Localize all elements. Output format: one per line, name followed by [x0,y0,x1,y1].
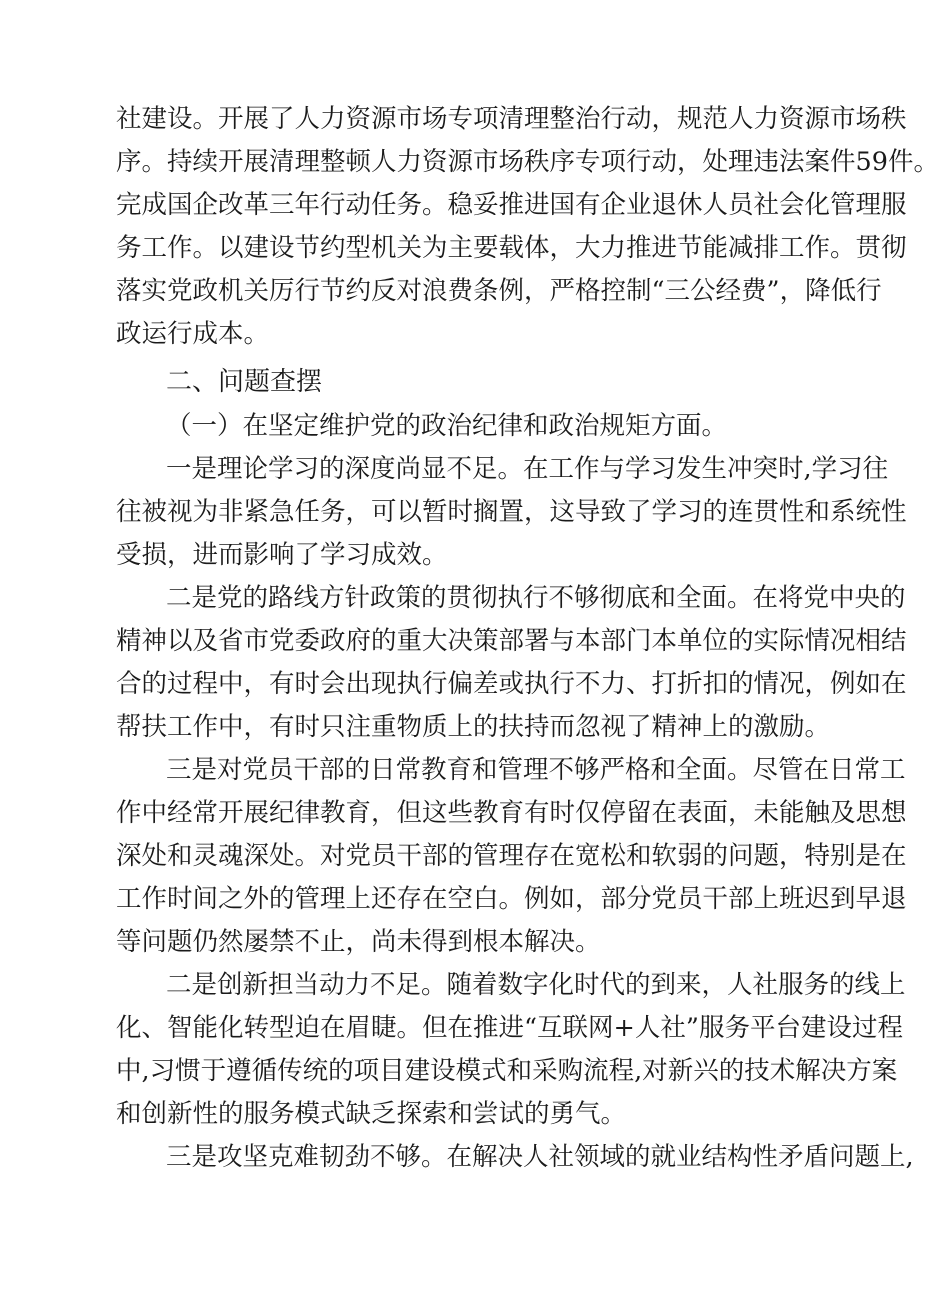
paragraph-line: 受损，进而影响了学习成效。 [116,540,448,570]
text-line: 序。持续开展清理整顿人力资源市场秩序专项行动，处理违法案件59件。 [116,147,939,177]
paragraph-line: 三是对党员干部的日常教育和管理不够严格和全面。尽管在日常工 [166,755,906,785]
paragraph-line: 二是党的路线方针政策的贯彻执行不够彻底和全面。在将党中央的 [166,583,906,613]
paragraph-line: 一是理论学习的深度尚显不足。在工作与学习发生冲突时,学习往 [166,454,889,484]
paragraph-line: 合的过程中，有时会出现执行偏差或执行不力、打折扣的情况，例如在 [116,669,907,699]
paragraph-line: 三是攻坚克难韧劲不够。在解决人社领域的就业结构性矛盾问题上, [166,1142,914,1172]
paragraph-line: 作中经常开展纪律教育，但这些教育有时仅停留在表面，未能触及思想 [116,798,907,828]
paragraph-line: 中,习惯于遵循传统的项目建设模式和采购流程,对新兴的技术解决方案 [116,1056,898,1086]
paragraph-line: 二是创新担当动力不足。随着数字化时代的到来，人社服务的线上 [166,970,906,1000]
paragraph-line: 工作时间之外的管理上还存在空白。例如，部分党员干部上班迟到早退 [116,884,907,914]
text-line: 完成国企改革三年行动任务。稳妥推进国有企业退休人员社会化管理服 [116,190,907,220]
text-line: 社建设。开展了人力资源市场专项清理整治行动，规范人力资源市场秩 [116,104,907,134]
paragraph-line: 深处和灵魂深处。对党员干部的管理存在宽松和软弱的问题，特别是在 [116,841,907,871]
text-line: 落实党政机关厉行节约反对浪费条例，严格控制“三公经费”，降低行 [116,276,882,306]
paragraph-line: 化、智能化转型迫在眉睫。但在推进“互联网+人社”服务平台建设过程 [116,1013,903,1043]
section-heading: 二、问题查摆 [166,367,323,397]
text-line: 政运行成本。 [116,319,270,349]
paragraph-line: 往被视为非紧急任务，可以暂时搁置，这导致了学习的连贯性和系统性 [116,497,907,527]
text-line: 务工作。以建设节约型机关为主要载体，大力推进节能减排工作。贯彻 [116,233,907,263]
subsection-heading: （一）在坚定维护党的政治纪律和政治规矩方面。 [166,411,728,441]
paragraph-line: 帮扶工作中，有时只注重物质上的扶持而忽视了精神上的激励。 [116,712,831,742]
paragraph-line: 等问题仍然屡禁不止，尚未得到根本解决。 [116,927,601,957]
paragraph-line: 和创新性的服务模式缺乏探索和尝试的勇气。 [116,1099,627,1129]
paragraph-line: 精神以及省市党委政府的重大决策部署与本部门本单位的实际情况相结 [116,626,907,656]
